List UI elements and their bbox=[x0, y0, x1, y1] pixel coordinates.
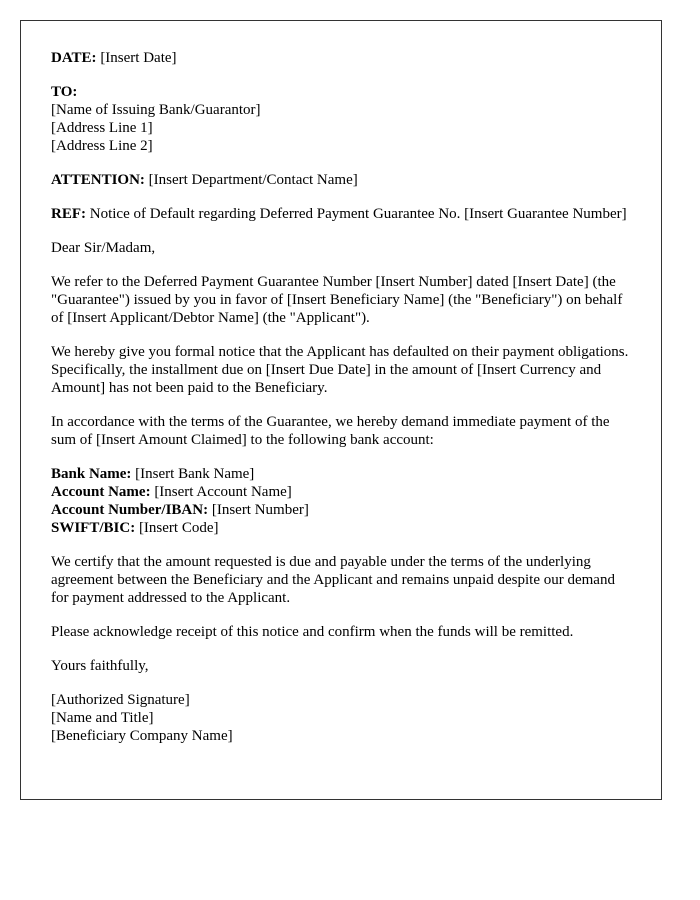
paragraph-payment-demand: In accordance with the terms of the Guarantee, we hereby demand immediate payment of the sum of [Insert Amount Claimed] to the following bank account: bbox=[51, 414, 610, 448]
recipient-name-line: [Name of Issuing Bank/Guarantor] bbox=[51, 102, 261, 118]
account-name-value: [Insert Account Name] bbox=[154, 484, 292, 500]
account-number-value: [Insert Number] bbox=[211, 502, 309, 518]
bank-detail-row bbox=[51, 483, 631, 501]
account-number-label: Account Number/IBAN: bbox=[51, 502, 212, 518]
recipient-block bbox=[51, 83, 631, 155]
paragraph-guarantee-reference: We refer to the Deferred Payment Guarantee Number [Insert Number] dated [Insert Date] (the "Guarantee") issued by you in favor of [Insert Beneficiary Name] (the "Beneficiary") on behalf of [Insert Applicant/Debtor Name] (the "Applicant"). bbox=[51, 274, 623, 326]
to-label: TO: bbox=[51, 84, 78, 100]
attention-line bbox=[51, 171, 631, 189]
letter-document bbox=[20, 20, 662, 800]
bank-detail-row bbox=[51, 501, 631, 519]
bank-name-label: Bank Name: bbox=[51, 466, 136, 482]
address-line-1: [Address Line 1] bbox=[51, 120, 153, 136]
date-label: DATE: bbox=[51, 50, 101, 66]
signature-block bbox=[51, 691, 631, 745]
closing: Yours faithfully, bbox=[51, 658, 149, 674]
attention-value: [Insert Department/Contact Name] bbox=[148, 172, 358, 188]
paragraph-acknowledgement: Please acknowledge receipt of this notice and confirm when the funds will be remitted. bbox=[51, 624, 574, 640]
salutation: Dear Sir/Madam, bbox=[51, 240, 156, 256]
ref-subject: Notice of Default regarding Deferred Payment Guarantee No. [Insert Guarantee Number] bbox=[89, 206, 627, 222]
date-value: [Insert Date] bbox=[100, 50, 177, 66]
address-line-2: [Address Line 2] bbox=[51, 138, 153, 154]
ref-label: REF: bbox=[51, 206, 90, 222]
attention-label: ATTENTION: bbox=[51, 172, 149, 188]
date-line bbox=[51, 49, 631, 67]
ref-line bbox=[51, 205, 631, 223]
bank-detail-row bbox=[51, 465, 631, 483]
account-name-label: Account Name: bbox=[51, 484, 155, 500]
paragraph-default-notice: We hereby give you formal notice that the Applicant has defaulted on their payment obligations. Specifically, the installment due on [Insert Due Date] in the amount of [Insert Currency and Amount] has not been paid to the Beneficiary. bbox=[51, 344, 629, 396]
signature-line-authorized: [Authorized Signature] bbox=[51, 692, 190, 708]
paragraph-certification: We certify that the amount requested is due and payable under the terms of the underlying agreement between the Beneficiary and the Applicant and remains unpaid despite our demand for payment addressed to the Applicant. bbox=[51, 554, 615, 606]
bank-detail-row bbox=[51, 519, 631, 537]
swift-bic-label: SWIFT/BIC: bbox=[51, 520, 139, 536]
signature-line-company: [Beneficiary Company Name] bbox=[51, 728, 233, 744]
swift-bic-value: [Insert Code] bbox=[138, 520, 219, 536]
signature-line-name-title: [Name and Title] bbox=[51, 710, 154, 726]
bank-details-block bbox=[51, 465, 631, 537]
bank-name-value: [Insert Bank Name] bbox=[135, 466, 255, 482]
